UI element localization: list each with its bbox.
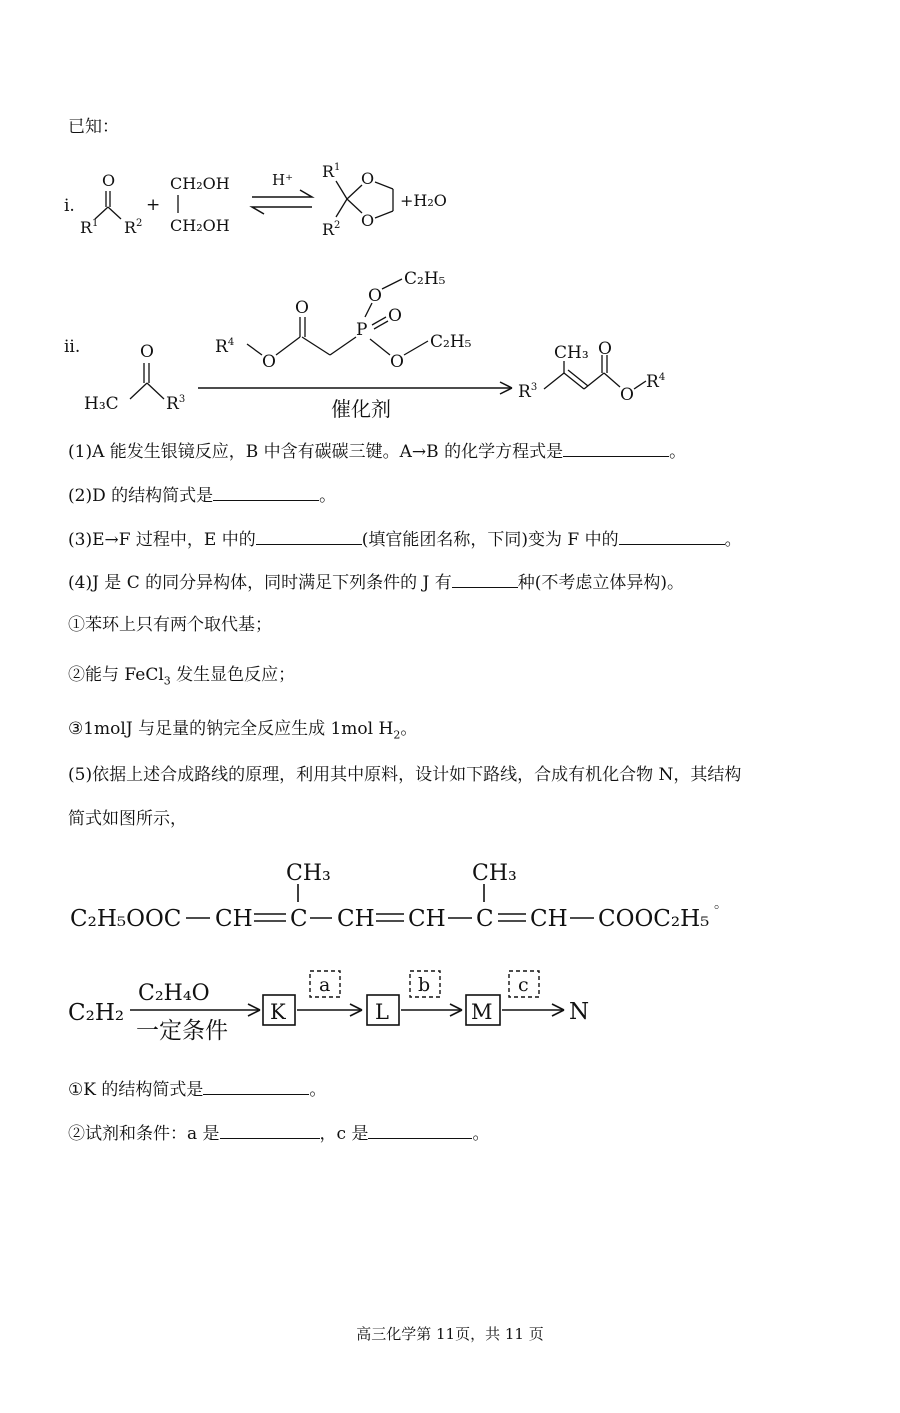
subscript: 2 — [393, 728, 401, 742]
c-2: C — [476, 906, 494, 932]
ring-bond-o2 — [347, 199, 362, 213]
methyl-group: H₃C — [84, 394, 119, 414]
product-methyl: CH₃ — [554, 343, 589, 363]
ketone-bond-r2 — [108, 207, 121, 219]
ch-1: CH — [215, 906, 253, 932]
sub-question-1 — [68, 1078, 326, 1101]
sub-question-2 — [68, 1122, 489, 1145]
period: 。 — [319, 486, 337, 506]
methyl-2: CH₃ — [472, 861, 517, 886]
reagent-b: b — [418, 974, 431, 996]
reaction-ii-label: ii. — [64, 337, 81, 357]
sub-question-2-text-2: ，c 是 — [319, 1124, 369, 1144]
known-heading: 已知： — [68, 117, 119, 137]
page-footer: 高三化学第 11页，共 11 页 — [356, 1325, 544, 1343]
route-reagent: C₂H₄O — [138, 981, 210, 1006]
question-3 — [68, 528, 742, 551]
sub-question-2-text: ②试剂和条件：a 是 — [68, 1124, 220, 1144]
intermediate-m: M — [471, 1000, 493, 1024]
ketone-r2: $R^2$ — [124, 218, 143, 237]
upper-ethyl: C₂H₅ — [404, 269, 446, 289]
question-3-text-2: (填官能团名称，下同)变为 F 中的 — [361, 530, 619, 550]
ketone-bond-r3 — [147, 383, 164, 399]
period: 。 — [669, 442, 687, 462]
reagent-bond-2 — [276, 337, 300, 355]
catalyst-h-plus: H⁺ — [272, 171, 293, 189]
ketone-r3: $R^3$ — [166, 394, 186, 414]
condition-3 — [68, 718, 417, 740]
reagent-bond-1 — [247, 344, 262, 355]
product-n: N — [569, 999, 590, 1025]
reagent-a: a — [319, 974, 331, 996]
product-bond-2 — [584, 373, 604, 389]
question-2 — [68, 484, 336, 507]
catalyst-label: 催化剂 — [331, 397, 391, 421]
period: 。 — [724, 530, 742, 550]
lower-ethyl-bond — [404, 341, 428, 355]
ring-r1: $R^1$ — [322, 162, 341, 181]
phosphorus: P — [356, 320, 368, 340]
condition-2-text: ②能与 FeCl — [68, 665, 164, 685]
ch-4: CH — [530, 906, 568, 932]
reaction-ii — [60, 255, 720, 425]
diol-bottom: CH₂OH — [170, 216, 230, 235]
ring-r2: $R^2$ — [322, 220, 341, 239]
question-5-line-2: 简式如图所示， — [68, 809, 187, 829]
period: 。 — [472, 1124, 490, 1144]
reaction-i-label: i. — [64, 196, 75, 216]
answer-blank[interactable] — [619, 528, 725, 545]
period: 。 — [400, 719, 418, 739]
answer-blank[interactable] — [220, 1122, 320, 1139]
question-4-text-2: 种(不考虑立体异构)。 — [517, 573, 685, 593]
reagent-ester-oxygen: O — [262, 352, 276, 372]
structure-n — [60, 850, 760, 940]
forward-arrow-icon — [252, 190, 312, 197]
condition-2-text-2: 发生显色反应； — [170, 665, 296, 685]
ketone-oxygen: O — [102, 171, 116, 190]
water-product: +H₂O — [400, 191, 447, 210]
question-2-text: (2)D 的结构简式是 — [68, 486, 214, 506]
reverse-arrow-icon — [252, 207, 312, 214]
methyl-1: CH₃ — [286, 861, 331, 886]
subscript: 3 — [163, 674, 171, 688]
question-4-text: (4)J 是 C 的同分异构体，同时满足下列条件的 J 有 — [68, 573, 452, 593]
question-4 — [68, 571, 684, 594]
ring-bond-3 — [375, 182, 393, 189]
end-mark: 。 — [714, 896, 728, 912]
ester-left: C₂H₅OOC — [70, 906, 182, 932]
answer-blank[interactable] — [563, 440, 669, 457]
reagent-bond-3 — [302, 337, 330, 355]
reagent-carbonyl-oxygen: O — [295, 298, 309, 318]
ring-bond-r1 — [336, 181, 347, 199]
ring-bond-5 — [375, 211, 393, 218]
ring-bond-r2 — [336, 199, 347, 217]
ketone-bond-methyl — [130, 383, 147, 399]
route-start: C₂H₂ — [68, 1000, 125, 1026]
condition-2 — [68, 664, 295, 686]
intermediate-l: L — [375, 1000, 389, 1024]
product-bond-4 — [634, 381, 646, 389]
lower-ester-bond — [370, 339, 390, 355]
question-1 — [68, 440, 686, 463]
ring-oxygen-2: O — [361, 211, 375, 230]
c-1: C — [290, 906, 308, 932]
ring-bond-o1 — [347, 185, 362, 199]
reagent-c: c — [518, 974, 529, 996]
reagent-bond-4 — [330, 337, 356, 355]
ch-2: CH — [337, 906, 375, 932]
ketone-oxygen: O — [140, 342, 154, 362]
ketone-r1: $R^1$ — [80, 218, 99, 237]
product-ester-oxygen: O — [620, 385, 634, 405]
phosphoryl-oxygen: O — [388, 306, 402, 326]
answer-blank[interactable] — [213, 484, 319, 501]
condition-3-text: ③1molJ 与足量的钠完全反应生成 1mol H — [68, 719, 394, 739]
upper-ester-oxygen: O — [368, 286, 382, 306]
answer-blank[interactable] — [368, 1122, 472, 1139]
plus-sign: + — [146, 195, 161, 215]
intermediate-k: K — [270, 1000, 286, 1024]
route-condition: 一定条件 — [136, 1018, 228, 1044]
answer-blank[interactable] — [256, 528, 362, 545]
product-r3: $R^3$ — [518, 382, 538, 402]
upper-ethyl-bond — [382, 279, 402, 289]
ester-right: COOC₂H₅ — [598, 906, 710, 932]
question-5-line-1: (5)依据上述合成路线的原理，利用其中原料，设计如下路线，合成有机化合物 N，其结构 — [68, 765, 742, 785]
diol-top: CH₂OH — [170, 174, 230, 193]
ring-oxygen-1: O — [361, 169, 375, 188]
answer-blank[interactable] — [203, 1078, 309, 1095]
reaction-i — [60, 155, 480, 250]
product-bond-1 — [544, 373, 564, 389]
answer-blank[interactable] — [452, 571, 518, 588]
lower-ester-oxygen: O — [390, 352, 404, 372]
reagent-r4: $R^4$ — [215, 337, 235, 357]
product-r4: $R^4$ — [646, 372, 666, 392]
product-carbonyl-oxygen: O — [598, 339, 612, 359]
question-1-text: (1)A 能发生银镜反应，B 中含有碳碳三键。A→B 的化学方程式是 — [68, 442, 564, 462]
ch-3: CH — [408, 906, 446, 932]
sub-question-1-text: ①K 的结构简式是 — [68, 1080, 204, 1100]
lower-ethyl: C₂H₅ — [430, 332, 472, 352]
condition-1: ①苯环上只有两个取代基； — [68, 615, 272, 635]
question-3-text: (3)E→F 过程中，E 中的 — [68, 530, 256, 550]
synthesis-route — [60, 965, 620, 1055]
product-bond-3 — [604, 373, 620, 387]
period: 。 — [309, 1080, 327, 1100]
